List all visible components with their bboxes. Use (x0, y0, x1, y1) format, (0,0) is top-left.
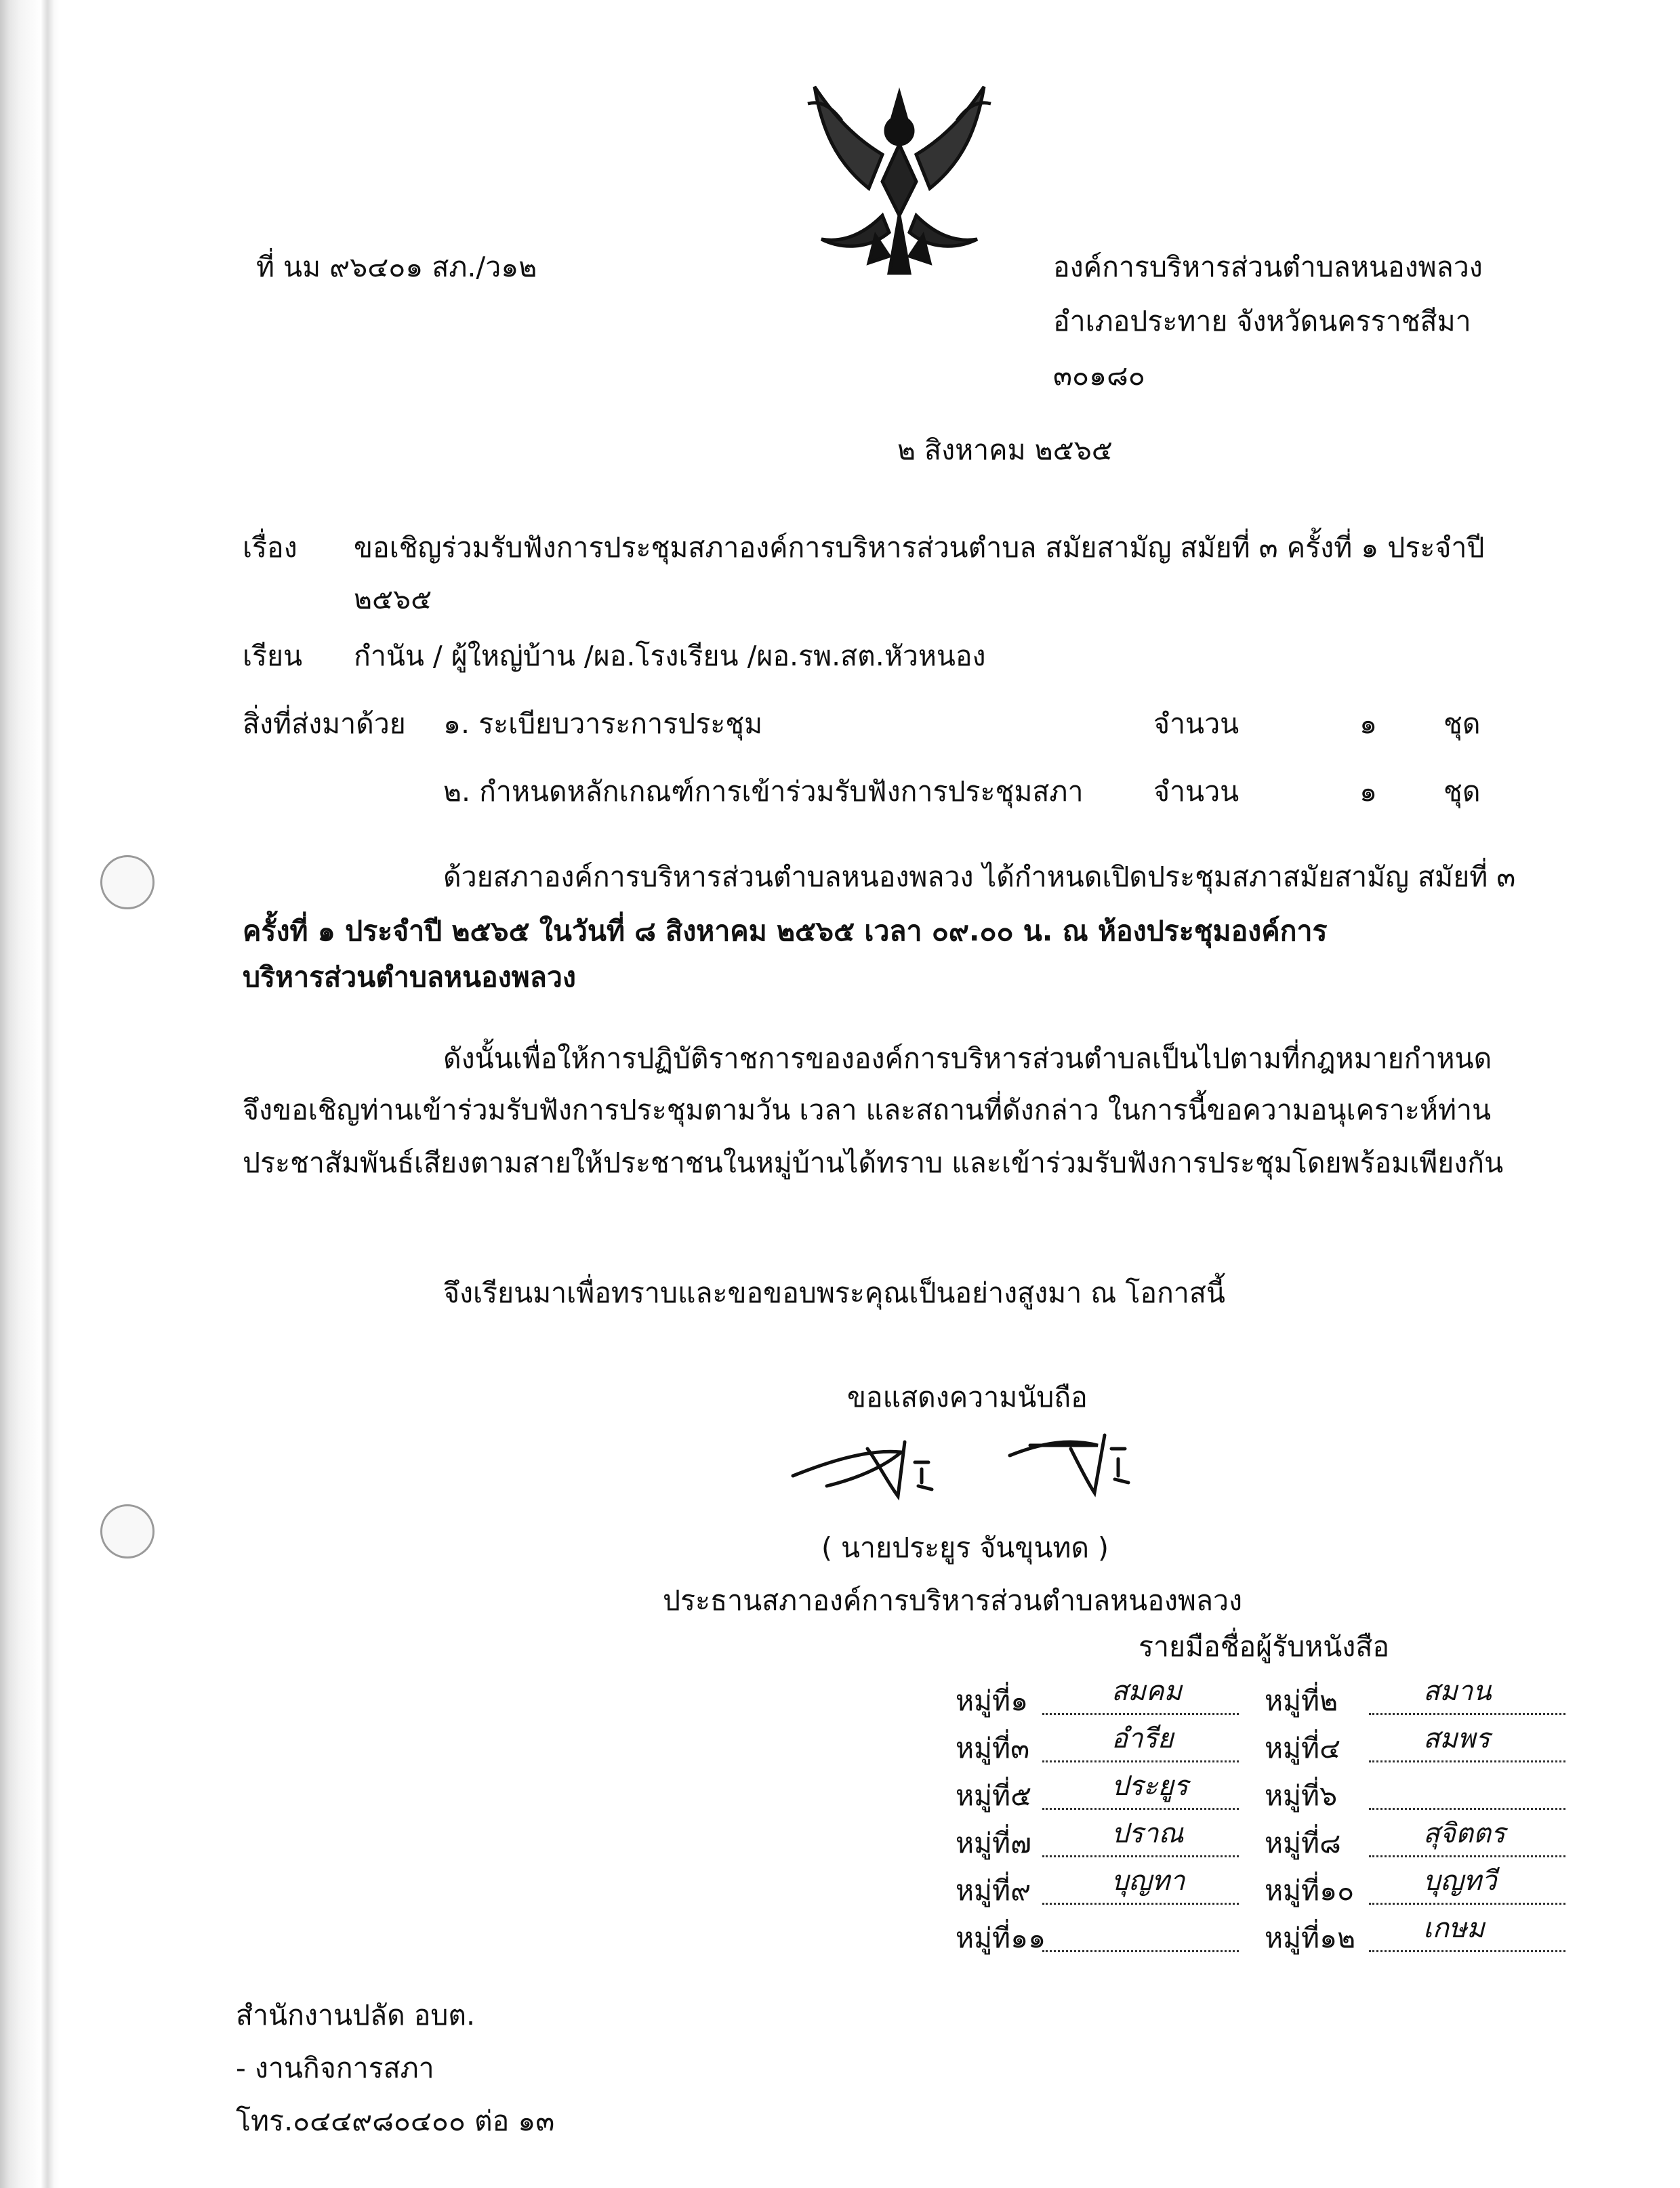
regards-line: ขอแสดงความนับถือ (847, 1381, 1088, 1413)
receipt-title: รายมือชื่อผู้รับหนังสือ (1139, 1630, 1389, 1663)
receipt-signature: ประยูร (1111, 1771, 1189, 1802)
footer-section: - งานกิจการสภา (236, 2052, 434, 2084)
receipt-village-label: หมู่ที่๕ (956, 1779, 1032, 1812)
reference-number: ที่ นม ๙๖๔๐๑ สภ./ว๑๒ (256, 251, 537, 283)
footer-office: สำนักงานปลัด อบต. (236, 1999, 476, 2031)
signature-dotted-line (1369, 1903, 1565, 1905)
punch-hole-bottom (100, 1504, 155, 1559)
receipt-village-label: หมู่ที่๑๑ (956, 1922, 1046, 1954)
receipt-village-label: หมู่ที่๔ (1265, 1732, 1341, 1764)
receipt-village-label: หมู่ที่๘ (1265, 1827, 1341, 1859)
signature-dotted-line (1042, 1808, 1239, 1810)
garuda-emblem (801, 80, 998, 276)
enclosure-qty: ๑ (1359, 707, 1378, 740)
signature-image (786, 1422, 1172, 1510)
body-para1-line2: ครั้งที่ ๑ ประจำปี ๒๕๖๕ ในวันที่ ๘ สิงหาคม ๒๕๖๕ เวลา ๐๙.๐๐ น. ณ ห้องประชุมองค์การ (243, 915, 1328, 947)
enclosure-qty: ๑ (1359, 775, 1378, 808)
receipt-village-label: หมู่ที่๑ (956, 1685, 1029, 1717)
binder-edge (0, 0, 60, 2188)
body-para2-line1: ดังนั้นเพื่อให้การปฏิบัติราชการขององค์การบริหารส่วนตำบลเป็นไปตามที่กฎหมายกำหนด (443, 1042, 1492, 1075)
document-date: ๒ สิงหาคม ๒๕๖๕ (897, 434, 1113, 466)
punch-hole-top (100, 855, 155, 909)
enclosure-unit: ชุด (1443, 707, 1481, 740)
receipt-signature: สมาน (1423, 1676, 1492, 1707)
body-para2-line2: จึงขอเชิญท่านเข้าร่วมรับฟังการประชุมตามวัน เวลา และสถานที่ดังกล่าว ในการนี้ขอความอนุเคราะห์ท่าน (243, 1094, 1492, 1126)
receipt-signature: สมคม (1111, 1676, 1182, 1707)
receipt-signature: บุญทา (1111, 1865, 1185, 1897)
receipt-village-label: หมู่ที่๖ (1265, 1779, 1338, 1812)
receipt-village-label: หมู่ที่๑๒ (1265, 1922, 1356, 1954)
body-para1-line3: บริหารส่วนตำบลหนองพลวง (243, 961, 576, 993)
subject-label: เรื่อง (243, 531, 298, 564)
signature-dotted-line (1369, 1950, 1565, 1952)
receipt-signature: สมพร (1423, 1723, 1490, 1754)
enclosure-item: ๑. ระเบียบวาระการประชุม (443, 707, 763, 740)
enclosures-label: สิ่งที่ส่งมาด้วย (243, 707, 406, 740)
footer-phone: โทร.๐๔๔๙๘๐๔๐๐ ต่อ ๑๓ (236, 2105, 555, 2137)
enclosure-item: ๒. กำหนดหลักเกณฑ์การเข้าร่วมรับฟังการประชุมสภา (443, 775, 1084, 808)
org-postcode: ๓๐๑๘๐ (1053, 359, 1145, 392)
org-address: อำเภอประทาย จังหวัดนครราชสีมา (1053, 305, 1471, 337)
receipt-village-label: หมู่ที่๒ (1265, 1685, 1338, 1717)
signature-dotted-line (1042, 1760, 1239, 1762)
subject-line-1: ขอเชิญร่วมรับฟังการประชุมสภาองค์การบริหารส่วนตำบล สมัยสามัญ สมัยที่ ๓ ครั้งที่ ๑ ประจำปี (354, 531, 1485, 564)
receipt-signature: เกษม (1423, 1913, 1485, 1944)
receipt-signature: สุจิตตร (1423, 1818, 1506, 1849)
receipt-village-label: หมู่ที่๑๐ (1265, 1874, 1355, 1907)
signature-dotted-line (1369, 1855, 1565, 1857)
org-name: องค์การบริหารส่วนตำบลหนองพลวง (1053, 251, 1483, 283)
enclosure-qty-label: จำนวน (1153, 775, 1239, 808)
signature-dotted-line (1042, 1855, 1239, 1857)
enclosure-qty-label: จำนวน (1153, 707, 1239, 740)
body-para1-line1: ด้วยสภาองค์การบริหารส่วนตำบลหนองพลวง ได้กำหนดเปิดประชุมสภาสมัยสามัญ สมัยที่ ๓ (443, 861, 1516, 893)
body-para2-line3: ประชาสัมพันธ์เสียงตามสายให้ประชาชนในหมู่บ้านได้ทราบ และเข้าร่วมรับฟังการประชุมโดยพร้อมเพียงกัน (243, 1147, 1504, 1179)
to-label: เรียน (243, 640, 303, 672)
receipt-signature: อำรีย (1111, 1723, 1174, 1754)
receipt-village-label: หมู่ที่๗ (956, 1827, 1031, 1859)
subject-line-2: ๒๕๖๕ (354, 583, 432, 615)
signature-dotted-line (1042, 1713, 1239, 1715)
receipt-village-label: หมู่ที่๙ (956, 1874, 1031, 1907)
to-recipients: กำนัน / ผู้ใหญ่บ้าน /ผอ.โรงเรียน /ผอ.รพ.สต.หัวหนอง (354, 640, 986, 672)
receipt-signature: ปราณ (1111, 1818, 1184, 1849)
enclosure-unit: ชุด (1443, 775, 1481, 808)
signature-dotted-line (1369, 1808, 1565, 1810)
signer-position: ประธานสภาองค์การบริหารส่วนตำบลหนองพลวง (663, 1584, 1243, 1617)
signature-dotted-line (1369, 1713, 1565, 1715)
signer-name: ( นายประยูร จันขุนทด ) (821, 1531, 1109, 1564)
signature-dotted-line (1042, 1903, 1239, 1905)
signature-dotted-line (1369, 1760, 1565, 1762)
receipt-signature: บุญทวี (1423, 1865, 1497, 1897)
receipt-village-label: หมู่ที่๓ (956, 1732, 1030, 1764)
signature-dotted-line (1042, 1950, 1239, 1952)
closing-line: จึงเรียนมาเพื่อทราบและขอขอบพระคุณเป็นอย่างสูงมา ณ โอกาสนี้ (443, 1277, 1225, 1309)
